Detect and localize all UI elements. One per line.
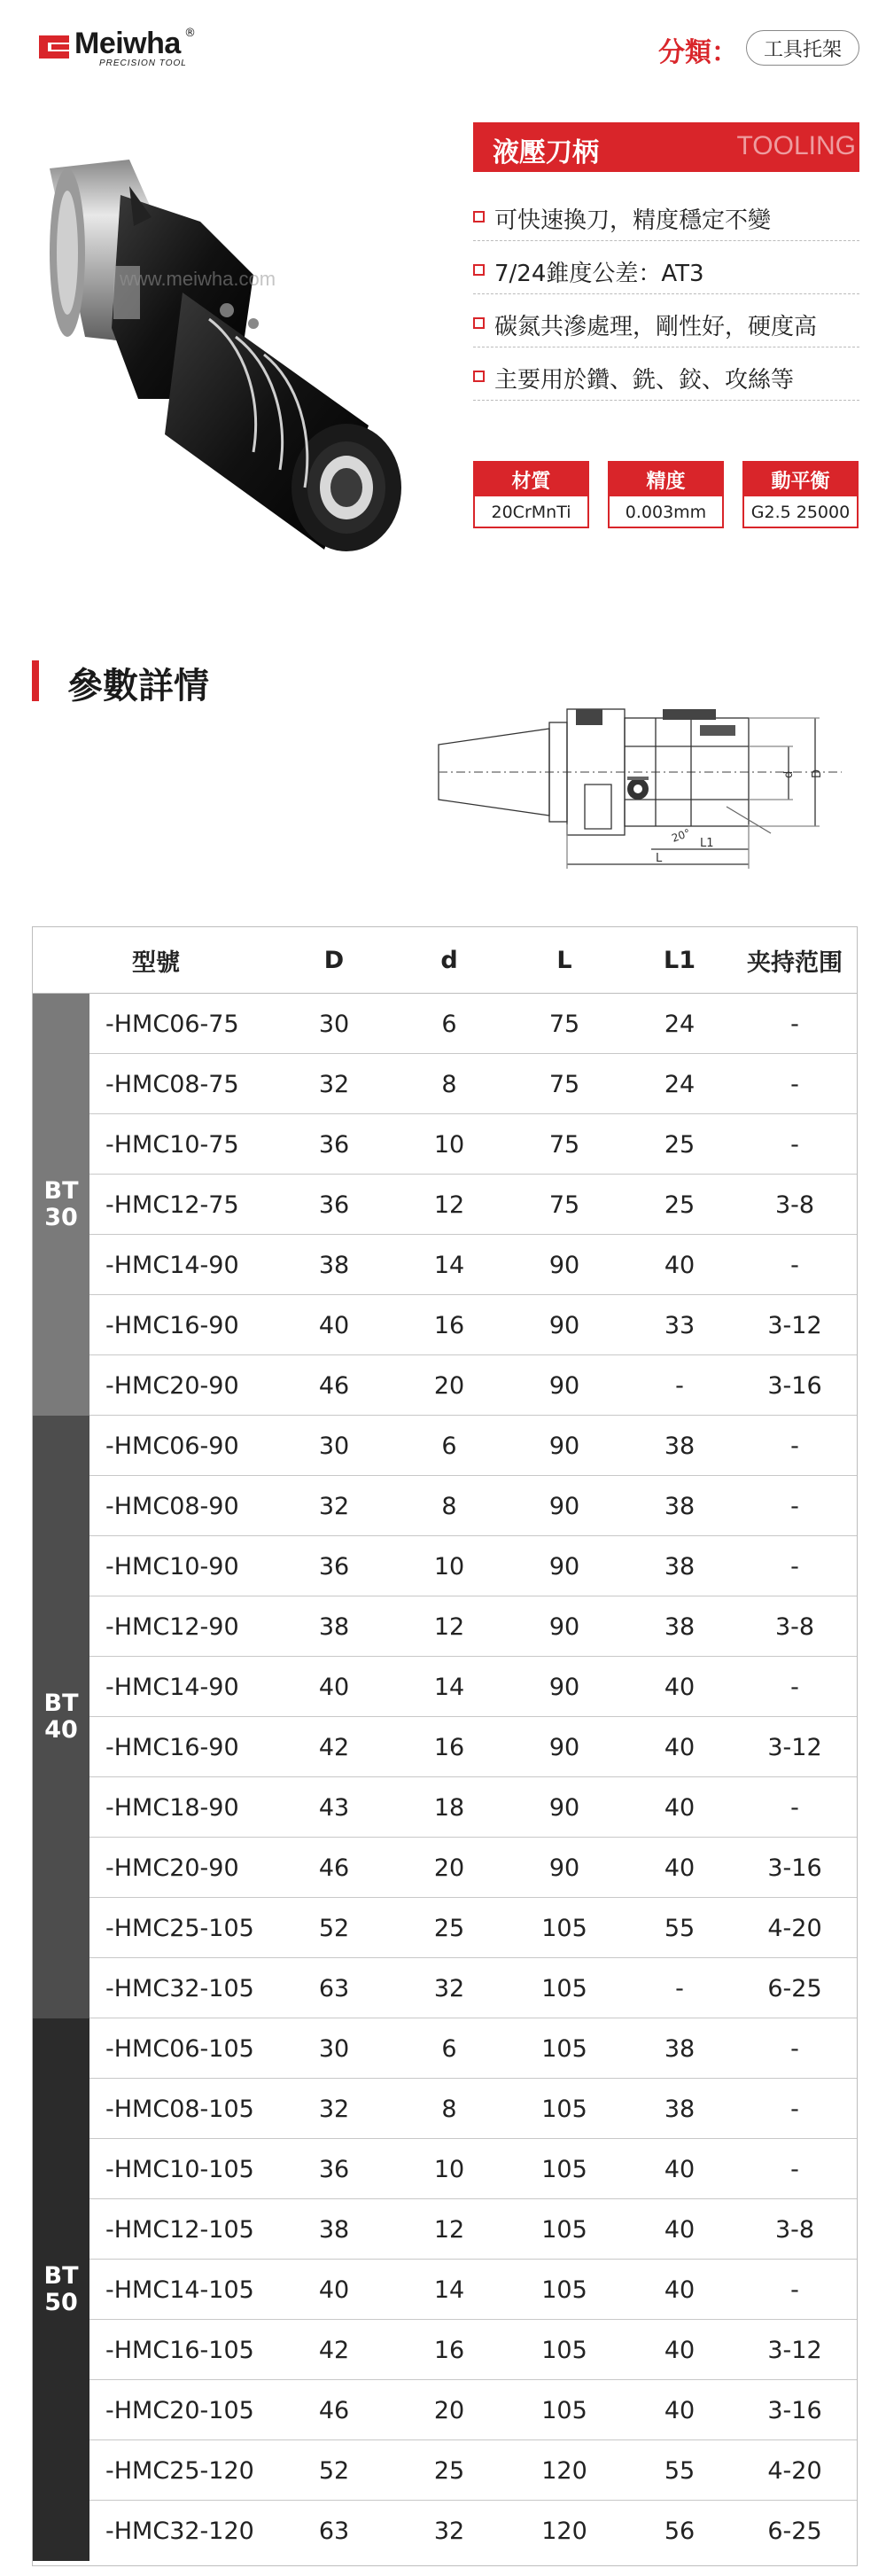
dim-L1-label: L1 (700, 837, 714, 850)
table-row (89, 1295, 857, 1355)
cell-D: 36 (318, 2155, 350, 2183)
cell-L1: - (675, 1974, 684, 2002)
cell-model: -HMC20-90 (105, 1371, 239, 1400)
table-row (89, 2440, 857, 2501)
cell-L: 90 (548, 1311, 580, 1339)
cell-model: -HMC16-105 (105, 2336, 254, 2364)
cell-clamp-range: - (790, 2155, 799, 2183)
feature-item (473, 241, 859, 294)
dim-angle-label: 20° (670, 826, 693, 845)
cell-clamp-range: 3-16 (767, 1371, 822, 1400)
cell-model: -HMC12-75 (105, 1190, 239, 1219)
product-image (32, 133, 439, 567)
cell-clamp-range: 6-25 (767, 1974, 822, 2002)
table-row (89, 2199, 857, 2260)
cell-L1: 40 (664, 1733, 696, 1761)
cell-D: 40 (318, 1311, 350, 1339)
cell-L1: 40 (664, 1251, 696, 1279)
cell-d: 16 (433, 1733, 465, 1761)
brand-subtitle: PRECISION TOOL (99, 59, 187, 68)
col-header-L: L (556, 947, 572, 974)
cell-clamp-range: - (790, 2095, 799, 2123)
dimension-diagram (434, 683, 851, 904)
cell-L: 90 (548, 1492, 580, 1520)
cell-L: 75 (548, 1010, 580, 1038)
brand-registered-mark: ® (184, 27, 196, 40)
image-watermark: www.meiwha.com (120, 268, 276, 290)
spec-precision (608, 461, 724, 528)
cell-L: 105 (541, 2396, 587, 2424)
cell-L: 105 (541, 2215, 587, 2244)
cell-L1: 38 (664, 1492, 696, 1520)
cell-L1: 33 (664, 1311, 696, 1339)
cell-D: 43 (318, 1793, 350, 1822)
parameter-table (32, 926, 858, 2566)
cell-model: -HMC14-90 (105, 1251, 239, 1279)
spec-value: G2.5 25000 (750, 503, 851, 522)
cell-d: 8 (441, 1070, 457, 1098)
cell-d: 32 (433, 2517, 465, 2545)
feature-text: 碳氮共滲處理，剛性好，硬度高 (494, 314, 818, 340)
table-row (89, 2139, 857, 2199)
group-label-line: BT (43, 1690, 79, 1718)
table-header (33, 927, 857, 994)
cell-d: 12 (433, 1190, 465, 1219)
cell-L: 105 (541, 2275, 587, 2304)
brand-logo[interactable] (35, 27, 204, 73)
col-header-model: 型號 (132, 949, 180, 977)
table-row (89, 1114, 857, 1175)
cell-clamp-range: 3-12 (767, 1311, 822, 1339)
table-group-label (33, 2018, 89, 2561)
table-row (89, 1235, 857, 1295)
cell-D: 30 (318, 2034, 350, 2063)
cell-L: 120 (541, 2517, 587, 2545)
dim-L-label: L (656, 852, 663, 865)
cell-D: 40 (318, 1673, 350, 1701)
feature-item (473, 294, 859, 347)
cell-clamp-range: - (790, 2034, 799, 2063)
cell-d: 14 (433, 1251, 465, 1279)
cell-D: 46 (318, 1371, 350, 1400)
table-row (89, 1898, 857, 1958)
cell-L1: 38 (664, 2034, 696, 2063)
col-header-d: d (440, 947, 458, 974)
cell-D: 38 (318, 1612, 350, 1641)
cell-model: -HMC20-90 (105, 1854, 239, 1882)
table-row (89, 2079, 857, 2139)
spec-label: 材質 (475, 463, 587, 496)
cell-D: 36 (318, 1190, 350, 1219)
cell-clamp-range: 3-16 (767, 2396, 822, 2424)
cell-D: 38 (318, 2215, 350, 2244)
spec-label: 精度 (610, 463, 722, 496)
table-row (89, 1536, 857, 1596)
cell-L: 105 (541, 1914, 587, 1942)
spec-value: 20CrMnTi (491, 503, 571, 522)
cell-L1: 40 (664, 2396, 696, 2424)
cell-d: 16 (433, 2336, 465, 2364)
group-label-line: BT (43, 1177, 79, 1206)
cell-clamp-range: 3-16 (767, 1854, 822, 1882)
cell-L1: 24 (664, 1070, 696, 1098)
cell-D: 32 (318, 1070, 350, 1098)
spec-material (473, 461, 589, 528)
cell-L: 120 (541, 2456, 587, 2485)
cell-model: -HMC08-105 (105, 2095, 254, 2123)
cell-clamp-range: 3-8 (774, 1612, 815, 1641)
table-row (89, 1958, 857, 2018)
cell-clamp-range: 3-12 (767, 2336, 822, 2364)
cell-model: -HMC06-105 (105, 2034, 254, 2063)
cell-d: 12 (433, 1612, 465, 1641)
section-title: 參數詳情 (67, 666, 209, 706)
cell-model: -HMC25-105 (105, 1914, 254, 1942)
cell-D: 32 (318, 1492, 350, 1520)
cell-L1: 40 (664, 2215, 696, 2244)
cell-model: -HMC10-90 (105, 1552, 239, 1581)
spec-label: 動平衡 (744, 463, 857, 496)
cell-D: 30 (318, 1432, 350, 1460)
cell-clamp-range: 4-20 (767, 1914, 822, 1942)
cell-model: -HMC12-90 (105, 1612, 239, 1641)
col-header-L1: L1 (664, 947, 696, 974)
cell-L1: 56 (664, 2517, 696, 2545)
cell-D: 52 (318, 1914, 350, 1942)
brand-logo-mark-icon (35, 32, 73, 62)
category-tag[interactable]: 工具托架 (746, 30, 859, 66)
square-bullet-icon (473, 317, 485, 329)
cell-d: 8 (441, 1492, 457, 1520)
cell-L1: - (675, 1371, 684, 1400)
table-row (89, 1476, 857, 1536)
cell-model: -HMC14-105 (105, 2275, 254, 2304)
col-header-clamp-range: 夹持范围 (747, 949, 843, 977)
feature-text: 7/24錐度公差：AT3 (494, 261, 704, 287)
page-header (0, 0, 886, 98)
cell-clamp-range: - (790, 1492, 799, 1520)
product-title: 液壓刀柄 (493, 137, 599, 168)
feature-text: 可快速換刀，精度穩定不變 (494, 207, 772, 234)
cell-clamp-range: 3-12 (767, 1733, 822, 1761)
cell-L: 75 (548, 1190, 580, 1219)
table-row (89, 1355, 857, 1416)
group-label-line: 40 (44, 1716, 78, 1744)
spec-balance (742, 461, 859, 528)
group-label-line: 50 (44, 2289, 78, 2316)
cell-model: -HMC16-90 (105, 1733, 239, 1761)
table-row (89, 994, 857, 1054)
cell-model: -HMC20-105 (105, 2396, 254, 2424)
cell-D: 38 (318, 1251, 350, 1279)
cell-L: 105 (541, 2034, 587, 2063)
table-group-label (33, 1416, 89, 2018)
cell-model: -HMC32-105 (105, 1974, 254, 2002)
cell-L1: 38 (664, 1432, 696, 1460)
cell-clamp-range: 3-8 (774, 2215, 815, 2244)
cell-d: 20 (433, 1371, 465, 1400)
cell-clamp-range: - (790, 2275, 799, 2304)
cell-clamp-range: 4-20 (767, 2456, 822, 2485)
cell-L: 90 (548, 1854, 580, 1882)
cell-L1: 24 (664, 1010, 696, 1038)
cell-L: 75 (548, 1130, 580, 1159)
cell-L: 90 (548, 1552, 580, 1581)
col-header-D: D (323, 947, 345, 974)
cell-model: -HMC16-90 (105, 1311, 239, 1339)
cell-model: -HMC10-75 (105, 1130, 239, 1159)
cell-d: 10 (433, 2155, 465, 2183)
cell-L1: 38 (664, 1612, 696, 1641)
group-label-line: 30 (44, 1204, 78, 1231)
cell-d: 20 (433, 2396, 465, 2424)
cell-model: -HMC08-90 (105, 1492, 239, 1520)
cell-d: 14 (433, 2275, 465, 2304)
cell-L1: 38 (664, 1552, 696, 1581)
cell-D: 42 (318, 1733, 350, 1761)
cell-model: -HMC14-90 (105, 1673, 239, 1701)
cell-L1: 25 (664, 1130, 696, 1159)
cell-L: 90 (548, 1673, 580, 1701)
cell-L1: 55 (664, 1914, 696, 1942)
cell-d: 25 (433, 2456, 465, 2485)
table-row (89, 1657, 857, 1717)
feature-item (473, 347, 859, 401)
cell-model: -HMC10-105 (105, 2155, 254, 2183)
cell-d: 8 (441, 2095, 457, 2123)
cell-L: 75 (548, 1070, 580, 1098)
cell-D: 40 (318, 2275, 350, 2304)
cell-D: 36 (318, 1130, 350, 1159)
table-row (89, 2018, 857, 2079)
cell-clamp-range: - (790, 1793, 799, 1822)
brand-name: Meiwha (74, 27, 181, 60)
table-row (89, 1777, 857, 1838)
square-bullet-icon (473, 211, 485, 222)
square-bullet-icon (473, 371, 485, 382)
cell-L1: 40 (664, 1793, 696, 1822)
cell-L: 105 (541, 1974, 587, 2002)
cell-d: 32 (433, 1974, 465, 2002)
cell-clamp-range: - (790, 1130, 799, 1159)
cell-L1: 25 (664, 1190, 696, 1219)
cell-model: -HMC18-90 (105, 1793, 239, 1822)
cell-L1: 40 (664, 2275, 696, 2304)
cell-d: 25 (433, 1914, 465, 1942)
dim-D-label: D (811, 769, 824, 778)
table-row (89, 1054, 857, 1114)
cell-d: 14 (433, 1673, 465, 1701)
table-row (89, 2260, 857, 2320)
cell-L1: 40 (664, 1673, 696, 1701)
cell-D: 36 (318, 1552, 350, 1581)
spec-value: 0.003mm (625, 503, 707, 522)
cell-d: 16 (433, 1311, 465, 1339)
cell-clamp-range: 6-25 (767, 2517, 822, 2545)
section-accent-bar (32, 660, 39, 701)
cell-clamp-range: - (790, 1010, 799, 1038)
cell-d: 18 (433, 1793, 465, 1822)
cell-L: 105 (541, 2095, 587, 2123)
cell-L: 90 (548, 1733, 580, 1761)
cell-clamp-range: 3-8 (774, 1190, 815, 1219)
table-row (89, 1838, 857, 1898)
cell-clamp-range: - (790, 1552, 799, 1581)
cell-L: 105 (541, 2336, 587, 2364)
feature-text: 主要用於鑽、銑、鉸、攻絲等 (494, 367, 795, 394)
product-title-en: TOOLING (736, 131, 856, 160)
cell-L: 105 (541, 2155, 587, 2183)
feature-item (473, 188, 859, 241)
table-row (89, 1416, 857, 1476)
table-row (89, 1175, 857, 1235)
cell-L: 90 (548, 1371, 580, 1400)
table-row (89, 2320, 857, 2380)
cell-D: 52 (318, 2456, 350, 2485)
cell-clamp-range: - (790, 1673, 799, 1701)
cell-clamp-range: - (790, 1432, 799, 1460)
cell-d: 6 (441, 2034, 457, 2063)
cell-L1: 38 (664, 2095, 696, 2123)
cell-d: 6 (441, 1010, 457, 1038)
cell-model: -HMC06-75 (105, 1010, 239, 1038)
square-bullet-icon (473, 264, 485, 276)
cell-clamp-range: - (790, 1070, 799, 1098)
table-row (89, 2380, 857, 2440)
product-title-bar (473, 122, 859, 172)
cell-L: 90 (548, 1432, 580, 1460)
table-row (89, 1717, 857, 1777)
cell-L: 90 (548, 1251, 580, 1279)
cell-L1: 40 (664, 1854, 696, 1882)
cell-D: 63 (318, 2517, 350, 2545)
table-row (89, 1596, 857, 1657)
cell-model: -HMC12-105 (105, 2215, 254, 2244)
cell-L1: 55 (664, 2456, 696, 2485)
cell-model: -HMC25-120 (105, 2456, 254, 2485)
cell-L: 90 (548, 1793, 580, 1822)
cell-d: 20 (433, 1854, 465, 1882)
cell-D: 46 (318, 1854, 350, 1882)
category-label: 分類： (658, 37, 738, 68)
cell-model: -HMC06-90 (105, 1432, 239, 1460)
cell-d: 6 (441, 1432, 457, 1460)
cell-L: 90 (548, 1612, 580, 1641)
table-row (89, 2501, 857, 2561)
cell-D: 63 (318, 1974, 350, 2002)
dim-d-label: d (782, 770, 796, 778)
cell-D: 32 (318, 2095, 350, 2123)
cell-D: 46 (318, 2396, 350, 2424)
cell-D: 42 (318, 2336, 350, 2364)
cell-L1: 40 (664, 2155, 696, 2183)
cell-model: -HMC08-75 (105, 1070, 239, 1098)
cell-d: 10 (433, 1130, 465, 1159)
group-label-line: BT (43, 2262, 79, 2291)
cell-D: 30 (318, 1010, 350, 1038)
cell-d: 10 (433, 1552, 465, 1581)
cell-clamp-range: - (790, 1251, 799, 1279)
cell-L1: 40 (664, 2336, 696, 2364)
cell-model: -HMC32-120 (105, 2517, 254, 2545)
cell-d: 12 (433, 2215, 465, 2244)
table-group-label (33, 994, 89, 1416)
